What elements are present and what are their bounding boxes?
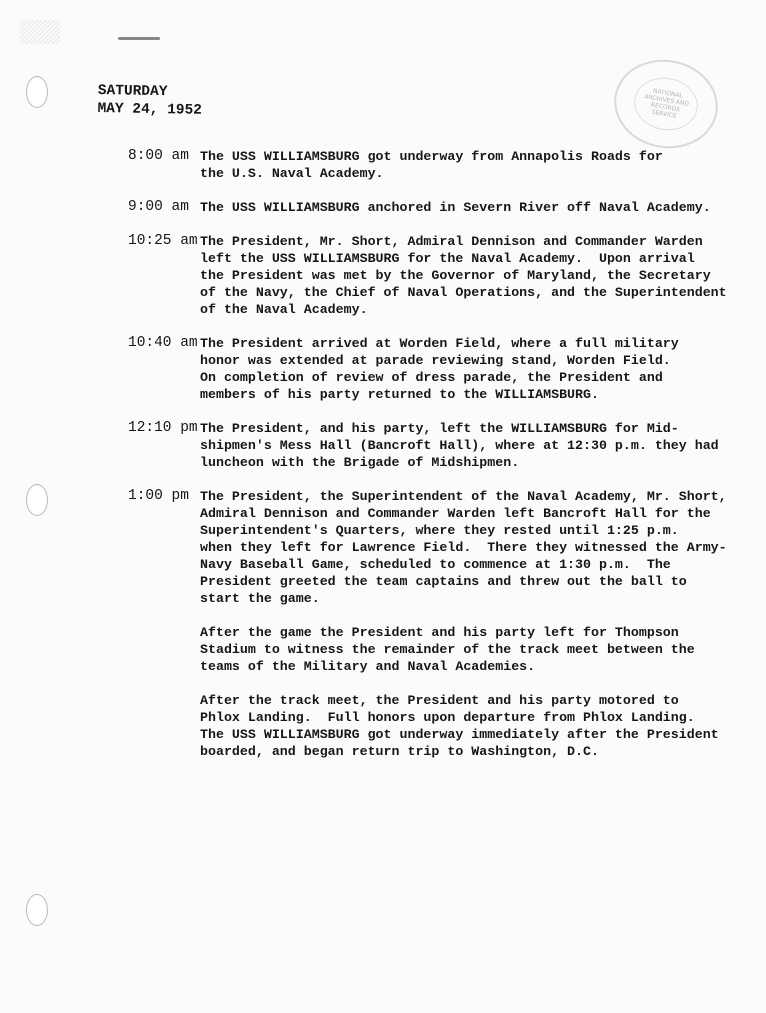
entry-line: On completion of review of dress parade, the President and <box>200 370 663 385</box>
entry-line: The USS WILLIAMSBURG got underway from Annapolis Roads for <box>200 149 663 164</box>
entry-text <box>200 233 727 318</box>
entry-line: luncheon with the Brigade of Midshipmen. <box>200 455 520 470</box>
entry-line: the U.S. Naval Academy. <box>200 166 384 181</box>
schedule-entry <box>80 335 740 403</box>
entry-time-text: 10:40 am <box>128 335 198 351</box>
binder-hole-icon <box>26 484 48 516</box>
continuation-paragraph <box>200 692 740 760</box>
entry-line: the President was met by the Governor of Maryland, the Secretary <box>200 268 711 283</box>
entry-time-text: 12:10 pm <box>128 420 198 436</box>
day-label: SATURDAY <box>97 82 168 101</box>
entry-line: The President arrived at Worden Field, where a full military <box>200 336 679 351</box>
entry-line: honor was extended at parade reviewing stand, Worden Field. <box>200 353 671 368</box>
entry-time <box>80 148 200 182</box>
entry-text <box>200 420 719 471</box>
entry-text <box>200 335 679 403</box>
schedule-entry <box>80 199 740 216</box>
entry-time <box>80 199 200 216</box>
entry-line: The USS WILLIAMSBURG anchored in Severn River off Naval Academy. <box>200 200 711 215</box>
entry-line: Admiral Dennison and Commander Warden left Bancroft Hall for the <box>200 506 711 521</box>
entry-time-text: 9:00 am <box>128 199 189 215</box>
entry-line: Navy Baseball Game, scheduled to commence at 1:30 p.m. The <box>200 557 671 572</box>
entry-time <box>80 233 200 318</box>
document-header <box>97 82 202 120</box>
schedule-entry <box>80 420 740 471</box>
entry-text <box>200 148 663 182</box>
entry-line: Superintendent's Quarters, where they rested until 1:25 p.m. <box>200 523 679 538</box>
archive-stamp <box>607 52 725 157</box>
entry-line: of the Navy, the Chief of Naval Operations, and the Superintendent <box>200 285 727 300</box>
entry-time-text: 1:00 pm <box>128 488 189 504</box>
paragraph-line: Stadium to witness the remainder of the track meet between the <box>200 642 695 657</box>
date-label: MAY 24, 1952 <box>97 100 203 119</box>
schedule-entry <box>80 148 740 182</box>
entry-text <box>200 488 727 607</box>
binder-hole-icon <box>26 76 48 108</box>
schedule-entry <box>80 488 740 607</box>
archive-stamp-center: NATIONAL ARCHIVES AND RECORDS SERVICE <box>630 73 702 135</box>
entry-time-text: 10:25 am <box>128 233 198 249</box>
entry-line: President greeted the team captains and threw out the ball to <box>200 574 687 589</box>
entry-line: of the Naval Academy. <box>200 302 368 317</box>
schedule-entries <box>80 148 740 777</box>
ink-smudge <box>118 37 160 40</box>
entry-time <box>80 488 200 607</box>
paragraph-line: The USS WILLIAMSBURG got underway immediately after the President <box>200 727 719 742</box>
entry-line: when they left for Lawrence Field. There they witnessed the Army- <box>200 540 727 555</box>
paragraph-line: boarded, and began return trip to Washington, D.C. <box>200 744 599 759</box>
entry-line: The President, Mr. Short, Admiral Dennison and Commander Warden <box>200 234 703 249</box>
binder-hole-icon <box>26 894 48 926</box>
paragraph-line: After the track meet, the President and his party motored to <box>200 693 679 708</box>
entry-time <box>80 335 200 403</box>
entry-time <box>80 420 200 471</box>
continuation-paragraph <box>200 624 740 675</box>
paragraph-line: teams of the Military and Naval Academies. <box>200 659 536 674</box>
entry-line: shipmen's Mess Hall (Bancroft Hall), where at 12:30 p.m. they had <box>200 438 719 453</box>
entry-line: The President, the Superintendent of the Naval Academy, Mr. Short, <box>200 489 727 504</box>
entry-time-text: 8:00 am <box>128 148 189 164</box>
entry-line: left the USS WILLIAMSBURG for the Naval Academy. Upon arrival <box>200 251 695 266</box>
paragraph-line: Phlox Landing. Full honors upon departure from Phlox Landing. <box>200 710 695 725</box>
schedule-entry <box>80 233 740 318</box>
entry-line: members of his party returned to the WILLIAMSBURG. <box>200 387 599 402</box>
entry-text <box>200 199 711 216</box>
entry-line: start the game. <box>200 591 320 606</box>
corner-smudge <box>20 20 60 44</box>
entry-line: The President, and his party, left the WILLIAMSBURG for Mid- <box>200 421 679 436</box>
paragraph-line: After the game the President and his party left for Thompson <box>200 625 679 640</box>
